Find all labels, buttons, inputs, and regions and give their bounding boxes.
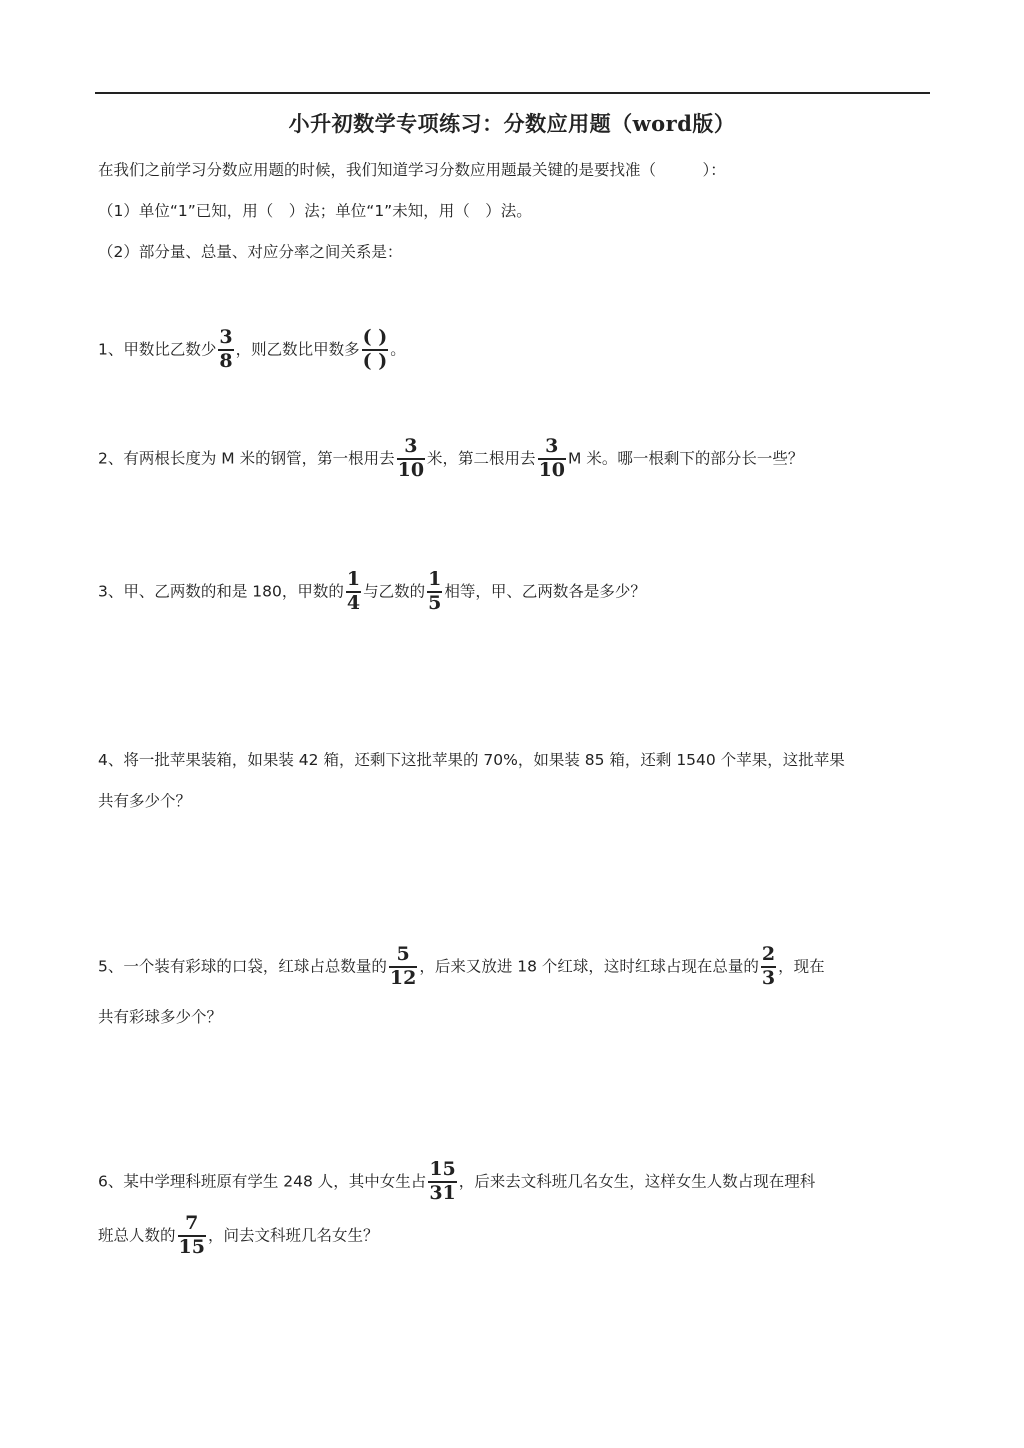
intro-line-2: （1）单位“1”已知，用（ ）法；单位“1”未知，用（ ）法。 xyxy=(98,202,532,220)
question-6-text-d: ，问去文科班几名女生？ xyxy=(207,1226,379,1245)
fraction-2-3 xyxy=(761,945,776,989)
question-5-text-b: ，后来又放进 18 个红球，这时红球占现在总量的 xyxy=(419,957,759,976)
fraction-3-10 xyxy=(397,437,425,481)
fraction-numerator: 2 xyxy=(761,945,776,968)
fraction-denominator: 3 xyxy=(761,966,776,989)
page-title: 小升初数学专项练习：分数应用题（word版） xyxy=(288,111,736,136)
fraction-15-31 xyxy=(428,1160,456,1204)
header-rule xyxy=(95,92,930,94)
question-5-line-2: 共有彩球多少个？ xyxy=(98,1008,223,1026)
fraction-3-8 xyxy=(218,328,233,372)
fraction-numerator: 5 xyxy=(389,945,417,968)
question-3-text-c: 相等，甲、乙两数各是多少？ xyxy=(444,582,646,601)
question-4-line-2: 共有多少个？ xyxy=(98,792,192,810)
fraction-denominator: ( ) xyxy=(362,349,388,372)
fraction-numerator: 3 xyxy=(538,437,566,460)
question-3-text-a: 3、甲、乙两数的和是 180，甲数的 xyxy=(98,582,344,601)
fraction-numerator: 15 xyxy=(428,1160,456,1183)
fraction-denominator: 31 xyxy=(429,1181,456,1204)
fraction-denominator: 5 xyxy=(428,591,442,614)
question-6 xyxy=(98,1160,815,1204)
fraction-numerator: 1 xyxy=(427,570,442,593)
question-6-text-b: ，后来去文科班几名女生，这样女生人数占现在理科 xyxy=(458,1172,816,1191)
question-5 xyxy=(98,945,825,989)
question-1 xyxy=(98,328,406,372)
question-5-text-c: ，现在 xyxy=(778,957,825,976)
question-5-text-a: 5、一个装有彩球的口袋，红球占总数量的 xyxy=(98,957,387,976)
question-4-line-1: 4、将一批苹果装箱，如果装 42 箱，还剩下这批苹果的 70%，如果装 85 箱，还剩 1540 个苹果，这批苹果 xyxy=(98,751,845,769)
fraction-denominator: 15 xyxy=(178,1235,205,1258)
question-6-text-c: 班总人数的 xyxy=(98,1226,176,1245)
fraction-denominator: 12 xyxy=(389,966,417,989)
question-2-text-a: 2、有两根长度为 M 米的钢管，第一根用去 xyxy=(98,449,395,468)
intro-line-3: （2）部分量、总量、对应分率之间关系是： xyxy=(98,243,403,261)
fraction-numerator: ( ) xyxy=(362,328,389,351)
fraction-1-4 xyxy=(346,570,361,614)
fraction-3-10 xyxy=(538,437,566,481)
question-1-text-a: 1、甲数比乙数少 xyxy=(98,340,217,359)
fraction-5-12 xyxy=(389,945,417,989)
question-3 xyxy=(98,570,646,614)
question-6-line-2 xyxy=(98,1214,378,1258)
question-1-text-b: ，则乙数比甲数多 xyxy=(235,340,360,359)
fraction-7-15 xyxy=(178,1214,206,1258)
fraction-numerator: 7 xyxy=(178,1214,206,1237)
fraction-numerator: 3 xyxy=(218,328,233,351)
fraction-numerator: 3 xyxy=(397,437,425,460)
question-1-text-c: 。 xyxy=(390,340,406,359)
fraction-denominator: 10 xyxy=(538,458,566,481)
fraction-denominator: 4 xyxy=(346,591,361,614)
fraction-denominator: 10 xyxy=(397,458,425,481)
fraction-denominator: 8 xyxy=(219,349,233,372)
fraction-blank xyxy=(362,328,389,372)
question-2-text-b: 米，第二根用去 xyxy=(427,449,536,468)
question-2-text-c: M 米。哪一根剩下的部分长一些？ xyxy=(568,449,804,468)
question-6-text-a: 6、某中学理科班原有学生 248 人，其中女生占 xyxy=(98,1172,427,1191)
question-2 xyxy=(98,437,803,481)
fraction-1-5 xyxy=(427,570,442,614)
question-3-text-b: 与乙数的 xyxy=(363,582,426,601)
intro-line-1: 在我们之前学习分数应用题的时候，我们知道学习分数应用题最关键的是要找准（ ）： xyxy=(98,161,726,179)
fraction-numerator: 1 xyxy=(346,570,361,593)
